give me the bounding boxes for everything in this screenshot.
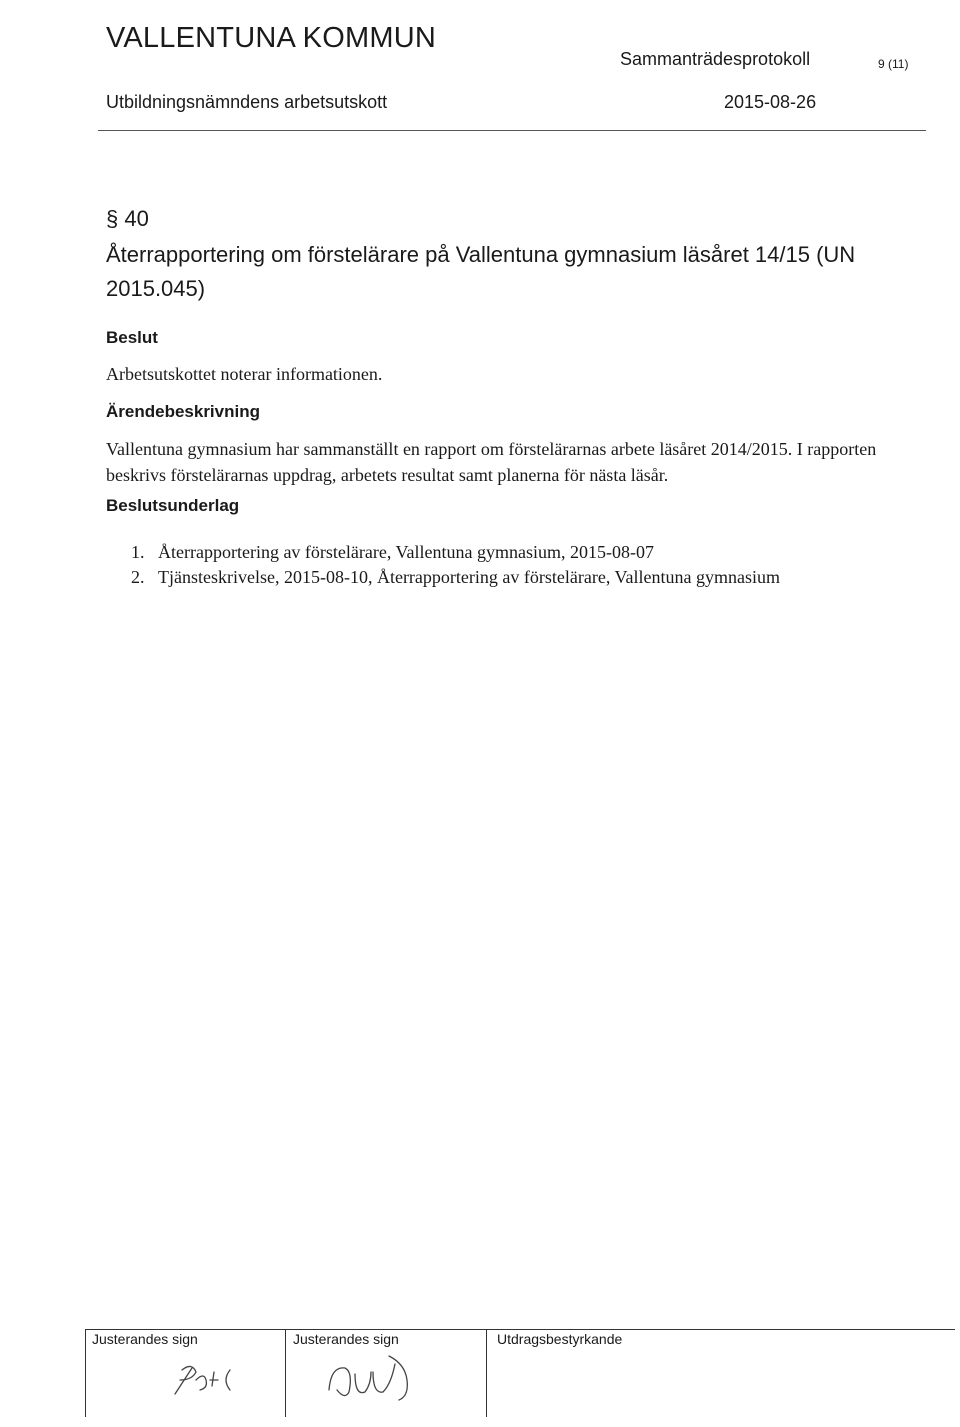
certification-label: Utdragsbestyrkande bbox=[497, 1331, 623, 1347]
signature-column-divider bbox=[285, 1329, 286, 1417]
list-item-number: 1. bbox=[131, 542, 145, 562]
organization-name: VALLENTUNA KOMMUN bbox=[106, 22, 436, 54]
list-item-text: Tjänsteskrivelse, 2015-08-10, Återrapportering av förstelärare, Vallentuna gymnasium bbox=[158, 567, 780, 587]
signature-label-1: Justerandes sign bbox=[92, 1331, 198, 1347]
description-text: Vallentuna gymnasium har sammanställt en rapport om förstelärarnas arbete läsåret 2014/2015. I rapporten beskrivs förstelärarnas uppdrag, arbetets resultat samt planerna för nästa läsår. bbox=[106, 439, 877, 485]
page-number: 9 (11) bbox=[878, 57, 909, 71]
header-divider bbox=[98, 130, 926, 131]
signature-border-left bbox=[85, 1329, 86, 1417]
list-item bbox=[131, 540, 780, 565]
decision-heading: Beslut bbox=[106, 328, 158, 347]
basis-list bbox=[131, 540, 780, 590]
list-item-text: Återrapportering av förstelärare, Vallentuna gymnasium, 2015-08-07 bbox=[158, 542, 655, 562]
paragraph-number: § 40 bbox=[106, 206, 149, 231]
list-item-number: 2. bbox=[131, 567, 145, 587]
list-item bbox=[131, 565, 780, 590]
description-heading: Ärendebeskrivning bbox=[106, 402, 260, 421]
document-type: Sammanträdesprotokoll bbox=[620, 49, 811, 69]
decision-text: Arbetsutskottet noterar informationen. bbox=[106, 364, 383, 384]
meeting-date: 2015-08-26 bbox=[724, 92, 817, 112]
signature-label-2: Justerandes sign bbox=[293, 1331, 399, 1347]
basis-heading: Beslutsunderlag bbox=[106, 496, 240, 515]
paragraph-title: Återrapportering om förstelärare på Vallentuna gymnasium läsåret 14/15 (UN 2015.045) bbox=[106, 242, 856, 301]
signature-column-divider bbox=[486, 1329, 487, 1417]
signature-divider bbox=[85, 1329, 955, 1330]
handwritten-initials-1 bbox=[170, 1350, 240, 1400]
committee-name: Utbildningsnämndens arbetsutskott bbox=[106, 92, 388, 112]
handwritten-initials-2 bbox=[315, 1350, 435, 1408]
